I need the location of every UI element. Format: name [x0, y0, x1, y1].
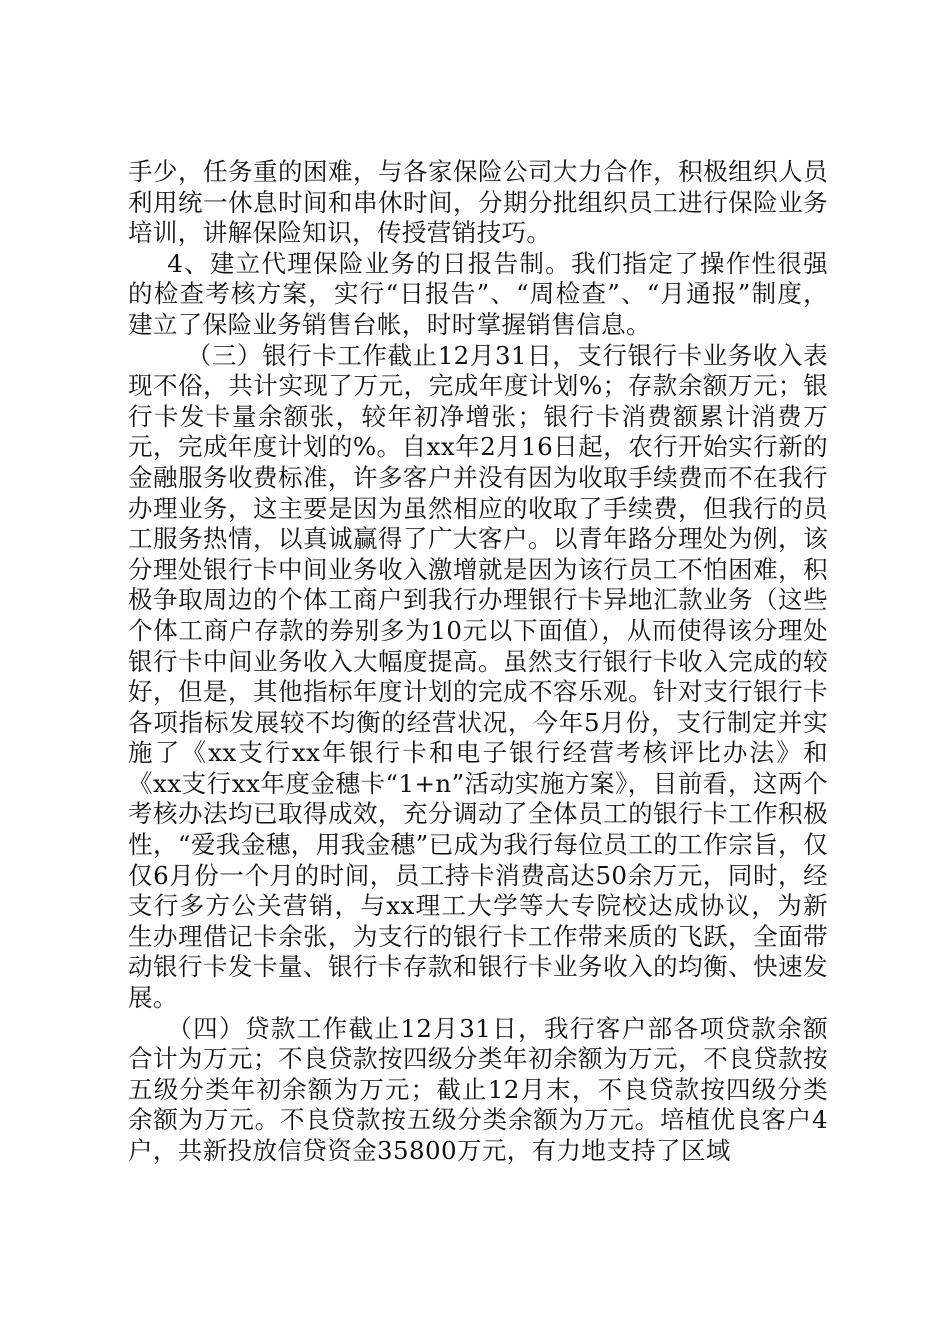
paragraph-loan-work: （四）贷款工作截止12月31日，我行客户部各项贷款余额合计为万元；不良贷款按四级分类年初余额为万元，不良贷款按五级分类年初余额为万元；截止12月末，不良贷款按四级分类余额为万元。不良贷款按五级分类余额为万元。培植优良客户4户，共新投放信贷资金35800万元，有力地支持了区域 [128, 1013, 828, 1165]
paragraph-insurance-training-continued: 手少，任务重的困难，与各家保险公司大力合作，积极组织人员利用统一休息时间和串休时间，分期分批组织员工进行保险业务培训，讲解保险知识，传授营销技巧。 [128, 157, 828, 248]
paragraph-bank-card-work: （三）银行卡工作截止12月31日，支行银行卡业务收入表现不俗，共计实现了万元，完成年度计划%；存款余额万元；银行卡发卡量余额张，较年初净增张；银行卡消费额累计消费万元，完成年度计划的%。自xx年2月16日起，农行开始实行新的金融服务收费标准，许多客户并没有因为收取手续费而不在我行办理业务，这主要是因为虽然相应的收取了手续费，但我行的员工服务热情，以真诚赢得了广大客户。以青年路分理处为例，该分理处银行卡中间业务收入激增就是因为该行员工不怕困难，积极争取周边的个体工商户到我行办理银行卡异地汇款业务（这些个体工商户存款的券别多为10元以下面值），从而使得该分理处银行卡中间业务收入大幅度提高。虽然支行银行卡收入完成的较好，但是，其他指标年度计划的完成不容乐观。针对支行银行卡各项指标发展较不均衡的经营状况，今年5月份，支行制定并实施了《xx支行xx年银行卡和电子银行经营考核评比办法》和《xx支行xx年度金穗卡“1+n”活动实施方案》，目前看，这两个考核办法均已取得成效，充分调动了全体员工的银行卡工作积极性，“爱我金穗，用我金穗”已成为我行每位员工的工作宗旨，仅仅6月份一个月的时间，员工持卡消费高达50余万元，同时，经支行多方公关营销，与xx理工大学等大专院校达成协议，为新生办理借记卡余张，为支行的银行卡工作带来质的飞跃，全面带动银行卡发卡量、银行卡存款和银行卡业务收入的均衡、快速发展。 [128, 340, 828, 1013]
paragraph-daily-report-system: 4、建立代理保险业务的日报告制。我们指定了操作性很强的检查考核方案，实行“日报告”、“周检查”、“月通报”制度，建立了保险业务销售台帐，时时掌握销售信息。 [128, 248, 828, 339]
document-body [128, 157, 828, 1167]
